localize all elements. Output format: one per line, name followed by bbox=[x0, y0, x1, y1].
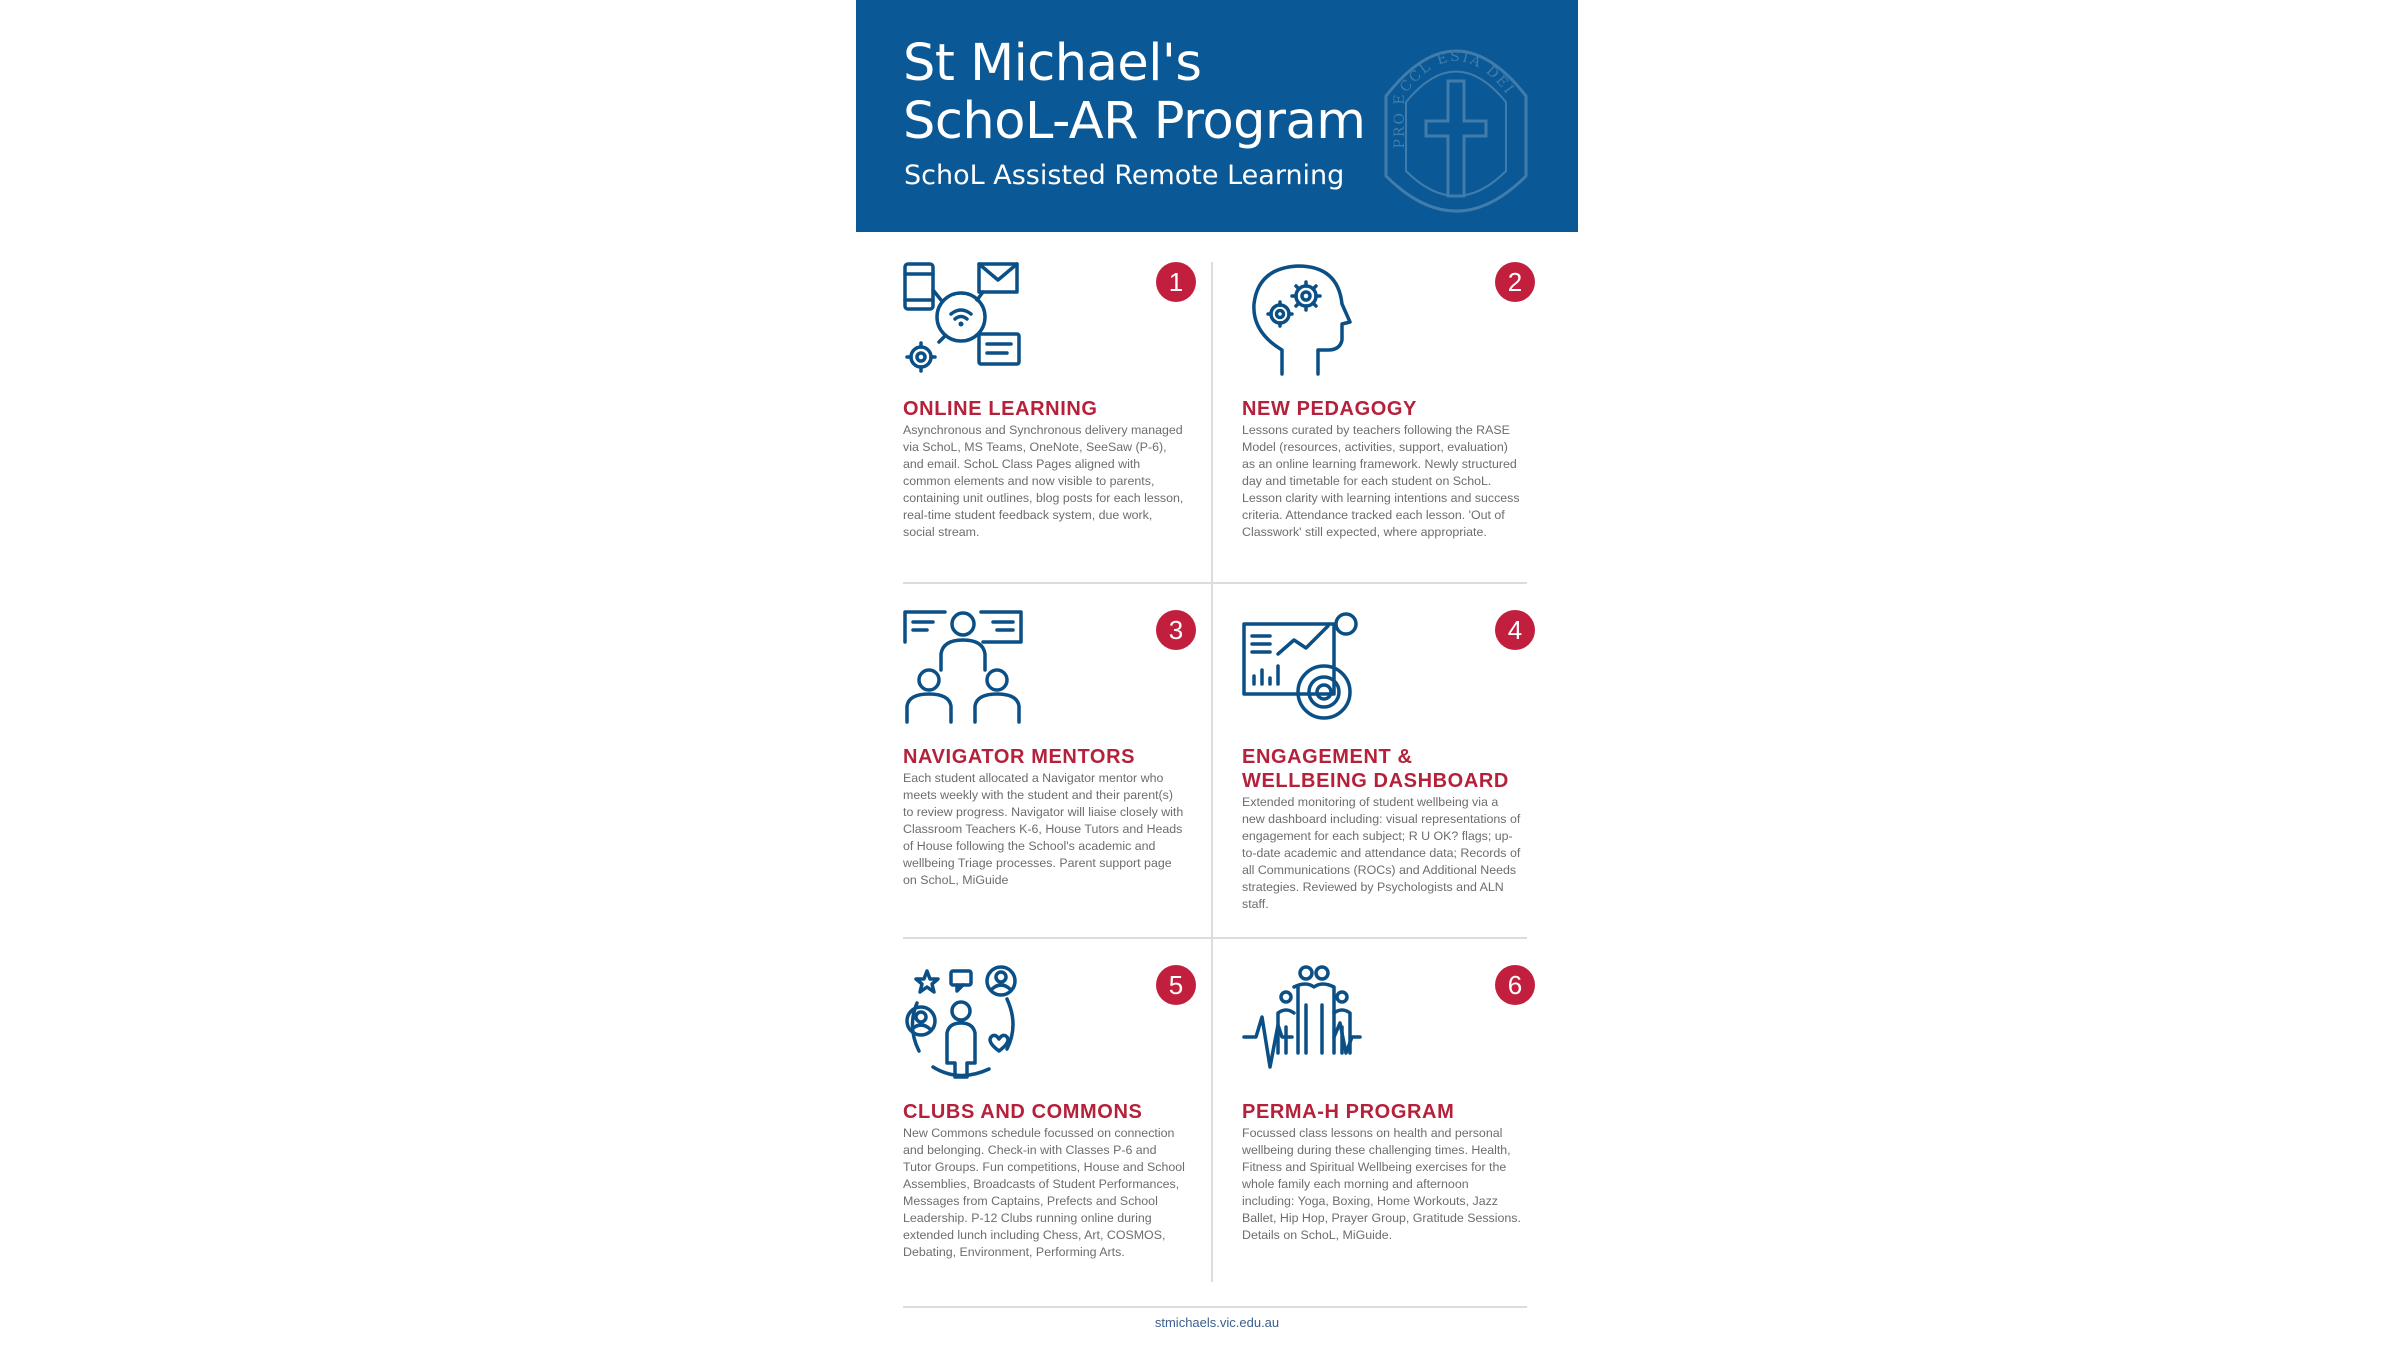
footer-divider bbox=[903, 1306, 1527, 1308]
title-line-2: SchoL-AR Program bbox=[903, 92, 1366, 151]
section-number-badge: 3 bbox=[1156, 610, 1196, 650]
section-heading: ONLINE LEARNING bbox=[903, 398, 1098, 420]
devices-network-icon bbox=[903, 262, 1023, 377]
section-number-badge: 6 bbox=[1495, 965, 1535, 1005]
section-body: Each student allocated a Navigator mentor who meets weekly with the student and their parent(s) to review progress. Navigator will liaise closely with Classroom Teachers K-6, House Tutors and Heads of House following the School's academic and wellbeing Triage processes. Parent support page on SchoL, MiGuide bbox=[903, 771, 1184, 887]
dashboard-chart-icon bbox=[1242, 610, 1362, 725]
row-divider-2 bbox=[903, 937, 1527, 939]
section-heading bbox=[1242, 745, 1542, 793]
infographic-poster bbox=[856, 0, 1578, 1350]
section-body: Asynchronous and Synchronous delivery managed via SchoL, MS Teams, OneNote, SeeSaw (P-6), and email. SchoL Class Pages aligned with common elements and now visible to parents, containing unit outlines, blog posts for each lesson, real-time student feedback system, due work, social stream. bbox=[903, 423, 1184, 539]
section-number-badge: 5 bbox=[1156, 965, 1196, 1005]
section-heading: NAVIGATOR MENTORS bbox=[903, 746, 1136, 768]
section-number-badge: 4 bbox=[1495, 610, 1535, 650]
footer-website-link[interactable]: stmichaels.vic.edu.au bbox=[1154, 1315, 1280, 1330]
section-heading-line-2: WELLBEING DASHBOARD bbox=[1242, 770, 1509, 792]
family-heartbeat-icon bbox=[1242, 965, 1362, 1080]
header-banner bbox=[856, 0, 1578, 232]
section-heading: PERMA-H PROGRAM bbox=[1242, 1101, 1455, 1123]
column-divider bbox=[1211, 262, 1213, 1282]
section-body: Lessons curated by teachers following the RASE Model (resources, activities, support, evaluation) as an online learning framework. Newly structured day and timetable for each student on SchoL. Lesson clarity with learning intentions and success criteria. Attendance tracked each lesson. 'Out of Classwork' still expected, where appropriate. bbox=[1242, 423, 1520, 539]
section-body: Extended monitoring of student wellbeing via a new dashboard including: visual representations of engagement for each subject; R U OK? flags; up-to-date academic and attendance data; Records of all Communications (ROCs) and Additional Needs strategies. Reviewed by Psychologists and ALN staff. bbox=[1242, 795, 1521, 911]
section-body: Focussed class lessons on health and personal wellbeing during these challenging times. Health, Fitness and Spiritual Wellbeing exercises for the whole family each morning and afternoon including: Yoga, Boxing, Home Workouts, Jazz Ballet, Hip Hop, Prayer Group, Gratitude Sessions. Details on SchoL, MiGuide. bbox=[1242, 1126, 1521, 1242]
community-icon bbox=[903, 965, 1023, 1080]
section-number-badge: 1 bbox=[1156, 262, 1196, 302]
row-divider-1 bbox=[903, 582, 1527, 584]
section-body: New Commons schedule focussed on connection and belonging. Check-in with Classes P-6 and Tutor Groups. Fun competitions, House and School Assemblies, Broadcasts of Student Performances, Messages from Captains, Prefects and School Leadership. P-12 Clubs running online during extended lunch including Chess, Art, COSMOS, Debating, Environment, Performing Arts. bbox=[903, 1126, 1185, 1259]
title-line-1: St Michael's bbox=[903, 34, 1202, 93]
school-crest-icon bbox=[1376, 36, 1536, 232]
section-heading-line-1: ENGAGEMENT & bbox=[1242, 746, 1413, 768]
mentor-group-icon bbox=[903, 610, 1023, 725]
subtitle: SchoL Assisted Remote Learning bbox=[904, 160, 1345, 191]
head-gears-icon bbox=[1242, 262, 1362, 377]
section-number-badge: 2 bbox=[1495, 262, 1535, 302]
svg-text:PRO ECCL ESIA DEI: PRO ECCL ESIA DEI bbox=[1392, 48, 1518, 149]
section-heading: CLUBS AND COMMONS bbox=[903, 1101, 1143, 1123]
section-heading: NEW PEDAGOGY bbox=[1242, 398, 1417, 420]
